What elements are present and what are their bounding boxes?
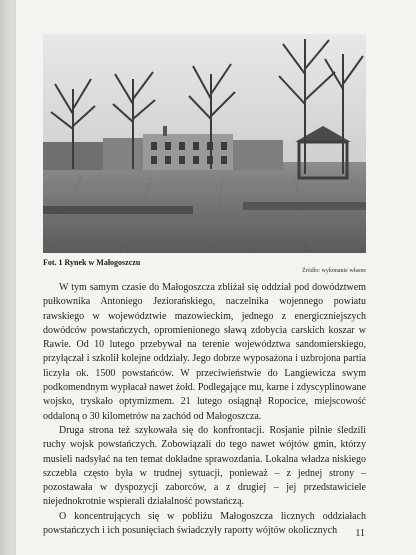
body-text [43,281,366,538]
photo-credit: Źródło: wykonanie własne [302,268,366,274]
paragraph: Druga strona też szykowała się do konfrontacji. Rosjanie pilnie śledzili ruchy wojsk powstańczych. Zobowiązali do tego nawet wójtów gmin, którzy musieli nadsyłać na ten temat dokładne sprawozdania. Lokalna władza niskiego szczebla często była w trudnej sytuacji, ponieważ – z jednej strony – pozostawała w dyspozycji zaborców, a z drugiej – jej przedstawiciele niejednokrotnie wspierali działalność powstańczą. [43,424,366,508]
paragraph: W tym samym czasie do Małogoszcza zbliżał się oddział pod dowództwem pułkownika Antoniego Jeziorańskiego, naczelnika wojennego powiatu rawskiego w województwie mazowieckim, jednego z energiczniejszych dowódców powstańczych, opromienionego sławą zdobycia carskich koszar w Rawie. Od 10 lutego przebywał na terenie województwa sandomierskiego, przyłączał i szkolił kolejne oddziały. Jego dobrze wyposażona i uzbrojona partia liczyła ok. 1500 powstańców. W przeciwieństwie do Langiewicza swym podkomendnym wypłacał nawet żołd. Podlegające mu, karne i zdyscyplinowane wojsko, tryskało optymizmem. 21 lutego osiągnął Ropocice, miejscowość oddaloną o 30 kilometrów na zachód od Małogoszcza. [43,282,366,422]
paragraph: O koncentrujących się w pobliżu Małogoszcza licznych oddziałach powstańczych i ich posunięciach świadczyły raporty wójtów okolicznych [43,510,366,537]
photo-caption: Fot. 1 Rynek w Małogoszczu [43,258,141,267]
market-square-photo [43,34,366,253]
page-gutter [0,0,16,555]
page-number: 11 [355,528,365,539]
